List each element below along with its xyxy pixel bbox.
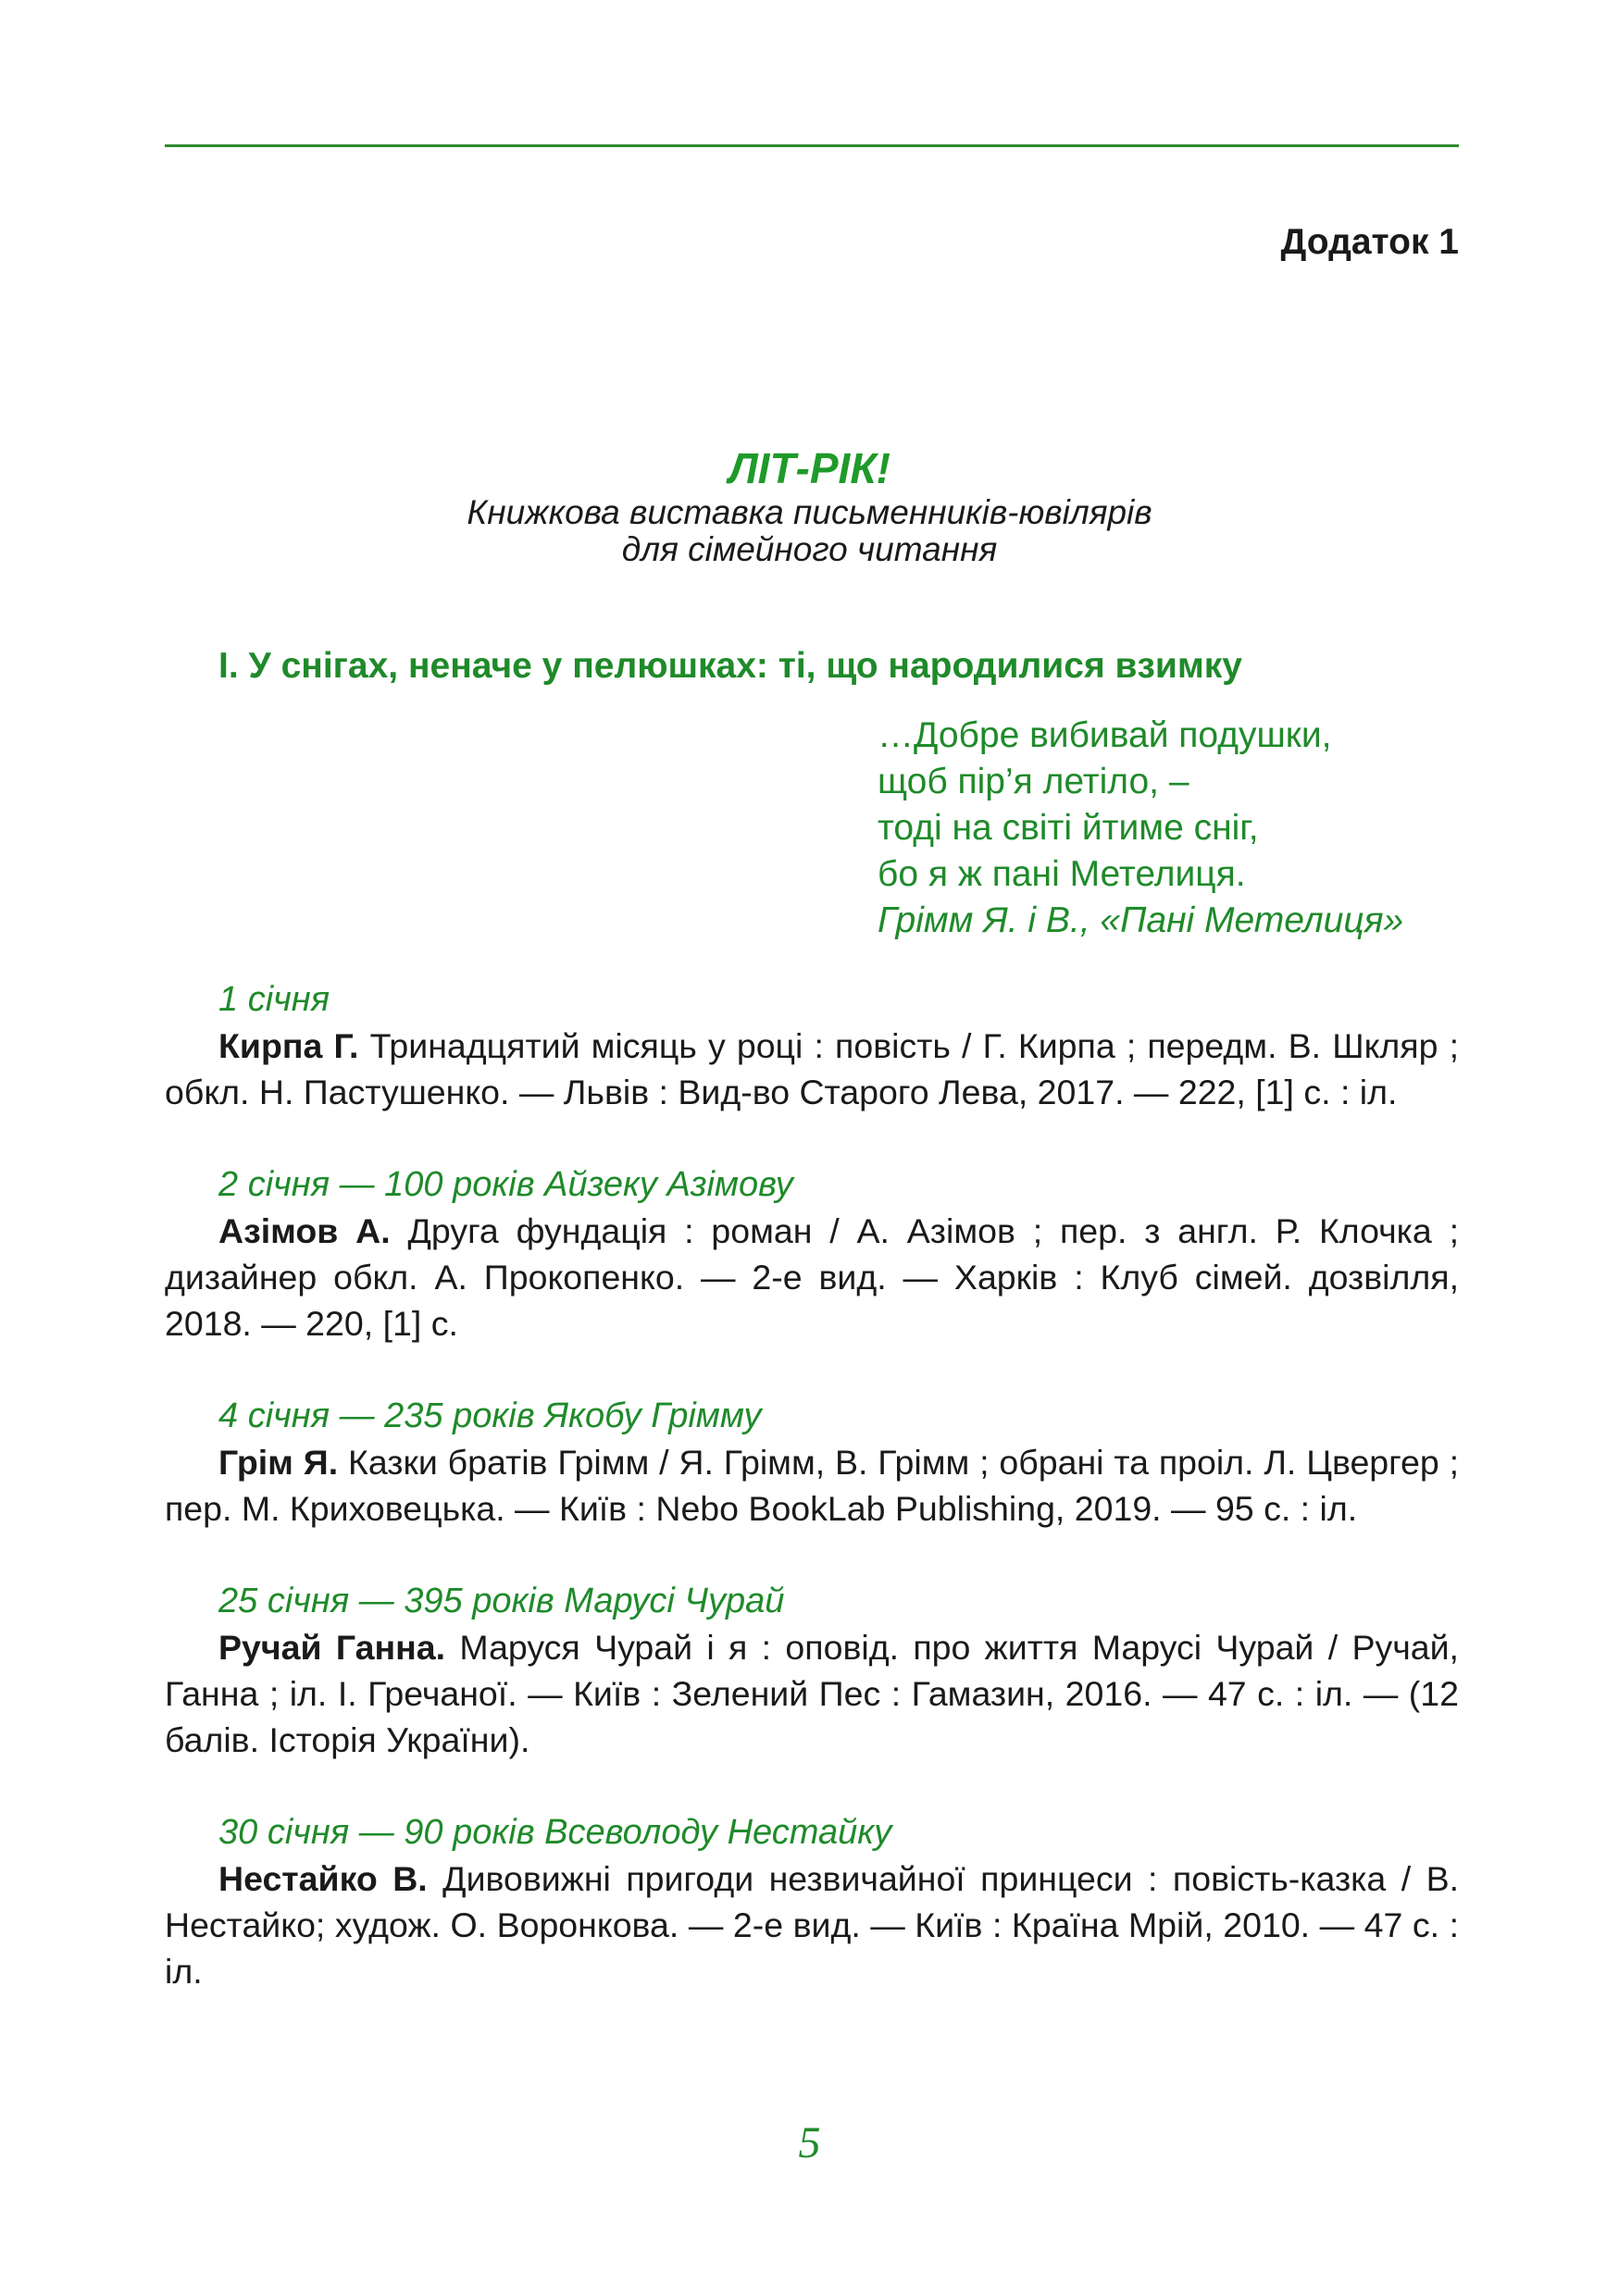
epigraph-line: тоді на світі йтиме сніг, — [878, 808, 1259, 848]
appendix-label: Додаток 1 — [1280, 222, 1459, 262]
page-number: 5 — [798, 2118, 821, 2167]
bibliography-entry — [165, 1578, 1459, 1763]
entry-citation — [165, 1624, 1459, 1763]
epigraph-line: …Добре вибивай подушки, — [878, 715, 1332, 755]
entry-citation — [165, 1023, 1459, 1115]
entry-author: Грім Я. — [218, 1443, 339, 1482]
entry-author: Кирпа Г. — [218, 1026, 359, 1065]
epigraph-source: Грімм Я. і В., «Пані Метелиця» — [878, 900, 1404, 940]
subtitle-line-1: Книжкова виставка письменників-ювілярів — [467, 493, 1152, 531]
entry-date: 2 січня — 100 років Айзеку Азімову — [218, 1165, 793, 1204]
entry-citation — [165, 1208, 1459, 1347]
entry-date: 4 січня — 235 років Якобу Грімму — [218, 1396, 762, 1435]
entry-text: Маруся Чурай і я : оповід. про життя Марусі Чурай / Ручай, Ганна ; іл. І. Гречаної. — Київ : Зелений Пес : Гамазин, 2016. — 47 с. : іл. — (12 балів. Історія України). — [165, 1628, 1459, 1759]
entry-citation — [165, 1439, 1459, 1532]
entry-author: Нестайко В. — [218, 1859, 428, 1898]
entry-date: 30 січня — 90 років Всеволоду Нестайку — [218, 1813, 892, 1852]
entry-author: Азімов А. — [218, 1211, 391, 1250]
entry-text: Дивовижні пригоди незвичайної принцеси : повість-казка / В. Нестайко; худож. О. Воронкова. — 2-е вид. — Київ : Країна Мрій, 2010. — 47 с. : іл. — [165, 1859, 1459, 1991]
bibliography-list — [165, 976, 1459, 2041]
header-rule — [165, 144, 1459, 147]
section-heading: І. У снігах, неначе у пелюшках: ті, що народилися взимку — [218, 646, 1242, 686]
bibliography-entry — [165, 1393, 1459, 1532]
bibliography-entry — [165, 1161, 1459, 1347]
epigraph-line: бо я ж пані Метелиця. — [878, 854, 1246, 894]
entry-author: Ручай Ганна. — [218, 1628, 446, 1667]
entry-text: Тринадцятий місяць у році : повість / Г. Кирпа ; передм. В. Шкляр ; обкл. Н. Пастушенко. — Львів : Вид-во Старого Лева, 2017. — 222, [1] с. : іл. — [165, 1026, 1459, 1111]
entry-citation — [165, 1855, 1459, 1994]
entry-date: 25 січня — 395 років Марусі Чурай — [218, 1582, 785, 1620]
subtitle-line-2: для сімейного читання — [621, 530, 998, 568]
entry-text: Друга фундація : роман / А. Азімов ; пер. з англ. Р. Клочка ; дизайнер обкл. А. Прокопенко. — 2-е вид. — Харків : Клуб сімей. дозвілля, 2018. — 220, [1] с. — [165, 1211, 1459, 1343]
title-block — [0, 442, 1619, 568]
epigraph — [878, 713, 1403, 944]
entry-text: Казки братів Грімм / Я. Грімм, В. Грімм ; обрані та проіл. Л. Цвергер ; пер. М. Криховецька. — Київ : Nebo BookLab Publishing, 2019. — 95 с. : іл. — [165, 1443, 1460, 1528]
bibliography-entry — [165, 1809, 1459, 1994]
epigraph-line: щоб пір’я летіло, – — [878, 762, 1189, 801]
page-title: ЛІТ-РІК! — [729, 444, 890, 492]
bibliography-entry — [165, 976, 1459, 1115]
entry-date: 1 січня — [218, 980, 330, 1019]
